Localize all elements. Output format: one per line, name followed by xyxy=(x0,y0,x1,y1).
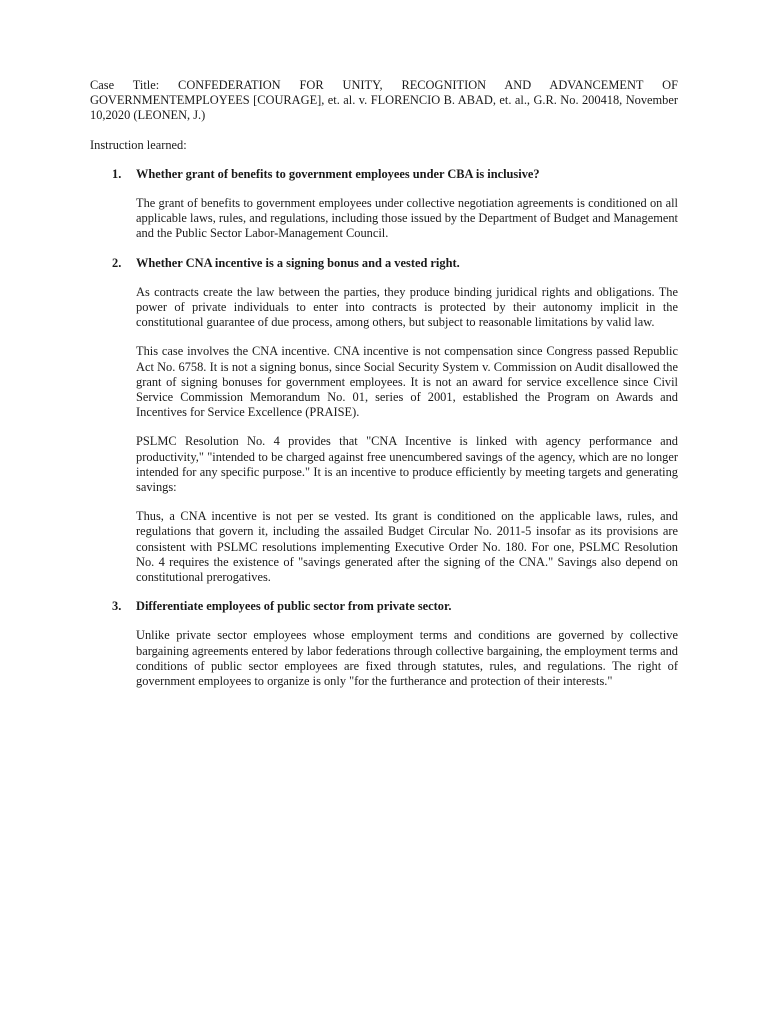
question-number: 2. xyxy=(112,255,122,270)
question-number: 3. xyxy=(112,599,122,614)
question-heading xyxy=(112,166,678,182)
question-heading-text: Whether grant of benefits to government employees under CBA is inclusive? xyxy=(136,166,540,181)
question-item-1 xyxy=(90,167,678,242)
question-item-3 xyxy=(90,599,678,689)
question-heading xyxy=(112,255,678,271)
question-list xyxy=(90,167,678,689)
instruction-label: Instruction learned: xyxy=(90,137,187,152)
question-item-2 xyxy=(90,256,678,586)
answer-paragraph: PSLMC Resolution No. 4 provides that "CNA Incentive is linked with agency performance and productivity," "intended to be charged against free unencumbered savings of the agency, which are no longer intended for any specific purpose." It is an incentive to produce efficiently by meeting targets and generating savings: xyxy=(136,434,678,495)
answer-paragraph: The grant of benefits to government employees under collective negotiation agreements is conditioned on all applicable laws, rules, and regulations, including those issued by the Department of Budget and Management and the Public Sector Labor-Management Council. xyxy=(136,196,678,241)
answer-paragraph: As contracts create the law between the parties, they produce binding juridical rights and obligations. The power of private individuals to enter into contracts is protected by their autonomy implicit in the constitutional guarantee of due process, among others, but subject to reasonable limitations by valid law. xyxy=(136,284,678,330)
answer-paragraph: Thus, a CNA incentive is not per se vested. Its grant is conditioned on the applicable laws, rules, and regulations that govern it, including the assailed Budget Circular No. 2011-5 insofar as its provisions are consistent with PSLMC resolutions implementing Executive Order No. 180. For one, PSLMC Resolution No. 4 requires the existence of "savings generated after the signing of the CNA." Savings also depend on constitutional prerogatives. xyxy=(136,509,678,585)
question-heading xyxy=(112,599,678,614)
answer-paragraph: This case involves the CNA incentive. CNA incentive is not compensation since Congress passed Republic Act No. 6758. It is not a signing bonus, since Social Security System v. Commission on Audit disallowed the grant of signing bonuses for government employees. It is not an award for service excellence since Civil Service Commission Memorandum No. 01, series of 2001, established the Program on Awards and Incentives for Service Excellence (PRAISE). xyxy=(136,344,678,420)
answer-paragraph: Unlike private sector employees whose employment terms and conditions are governed by collective bargaining agreements entered by labor federations through collective bargaining, the employment terms and conditions of public sector employees are fixed through statutes, rules, and regulations. The right of government employees to organize is only "for the furtherance and protection of their interests." xyxy=(136,628,678,689)
question-heading-text: Whether CNA incentive is a signing bonus and a vested right. xyxy=(136,255,460,270)
document-content xyxy=(90,78,678,703)
case-title: Case Title: CONFEDERATION FOR UNITY, RECOGNITION AND ADVANCEMENT OF GOVERNMENTEMPLOYEES [COURAGE], et. al. v. FLORENCIO B. ABAD, et. al., G.R. No. 200418, November 10,2020 (LEONEN, J.) xyxy=(90,78,678,123)
question-number: 1. xyxy=(112,166,122,181)
question-heading-text: Differentiate employees of public sector from private sector. xyxy=(136,599,452,614)
